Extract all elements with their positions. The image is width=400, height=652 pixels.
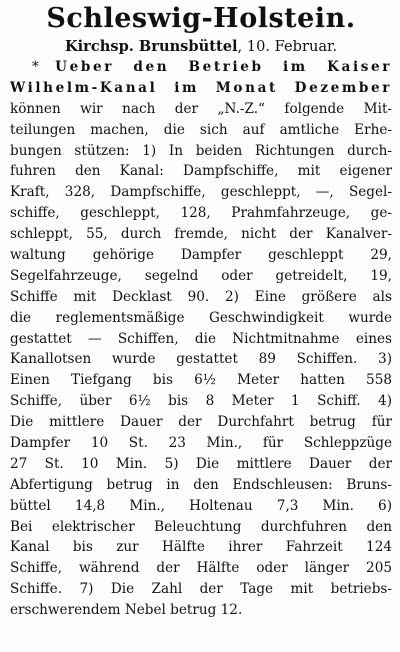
article-line: 27 St. 10 Min. 5) Die mittlere Dauer der [10, 455, 392, 472]
lead-spaced-text: Ueber den Betrieb im Kaiser [55, 59, 392, 75]
lead-marker: * [32, 59, 39, 75]
article-line: Schiffe, während der Hälfte oder länger 205 [10, 560, 392, 577]
article-line: Kanal bis zur Hälfte ihrer Fahrzeit 124 [10, 539, 392, 556]
article-line: Schiffe mit Decklast 90. 2) Eine größere als [10, 288, 392, 305]
dateline-place: Kirchsp. Brunsbüttel [64, 38, 238, 55]
article-line: teilungen machen, die sich auf amtliche Erhe- [10, 121, 392, 138]
article-line: Kraft, 328, Dampfschiffe, geschleppt, —, Segel- [10, 184, 392, 201]
article-line: Die mittlere Dauer der Durchfahrt betrug für [10, 414, 392, 431]
article-line: gestattet — Schiffen, die Nichtmitnahme eines [10, 330, 392, 347]
article-line: Einen Tiefgang bis 6½ Meter hatten 558 [10, 372, 392, 389]
article-line: bungen stützen: 1) In beiden Richtungen durch- [10, 142, 392, 159]
article-line: schleppt, 55, durch fremde, nicht der Kanalver- [10, 226, 392, 243]
article-line: die reglementsmäßige Geschwindigkeit wurde [10, 309, 392, 326]
article-body [10, 57, 392, 621]
section-heading: Schleswig-Holstein. [46, 3, 356, 34]
article-line: Kanallotsen wurde gestattet 89 Schiffen. 3) [10, 351, 392, 368]
dateline-date: , 10. Februar. [237, 38, 338, 55]
article-line: waltung gehörige Dampfer geschleppt 29, [10, 247, 392, 264]
article-line: erschwerendem Nebel betrug 12. [10, 602, 243, 619]
article-line: büttel 14,8 Min., Holtenau 7,3 Min. 6) [10, 497, 392, 514]
dateline [10, 36, 392, 57]
article-line: Dampfer 10 St. 23 Min., für Schleppzüge [10, 435, 392, 452]
article-line [10, 57, 392, 78]
article-line: Abfertigung betrug in den Endschleusen: Bruns- [10, 476, 392, 493]
article-line: können wir nach der „N.-Z.“ folgende Mit- [10, 100, 392, 117]
article-line: Schiffe, über 6½ bis 8 Meter 1 Schiff. 4) [10, 393, 392, 410]
article-line: Wilhelm-Kanal im Monat Dezember [10, 79, 392, 96]
article-line: Segelfahrzeuge, segelnd oder getreidelt, 19, [10, 267, 392, 284]
article-line: schiffe, geschleppt, 128, Prahmfahrzeuge, ge- [10, 205, 392, 222]
article-line: fuhren den Kanal: Dampfschiffe, mit eigener [10, 163, 392, 180]
article-line: Schiffe. 7) Die Zahl der Tage mit betriebs- [10, 581, 392, 598]
article-line: Bei elektrischer Beleuchtung durchfuhren den [10, 518, 392, 535]
